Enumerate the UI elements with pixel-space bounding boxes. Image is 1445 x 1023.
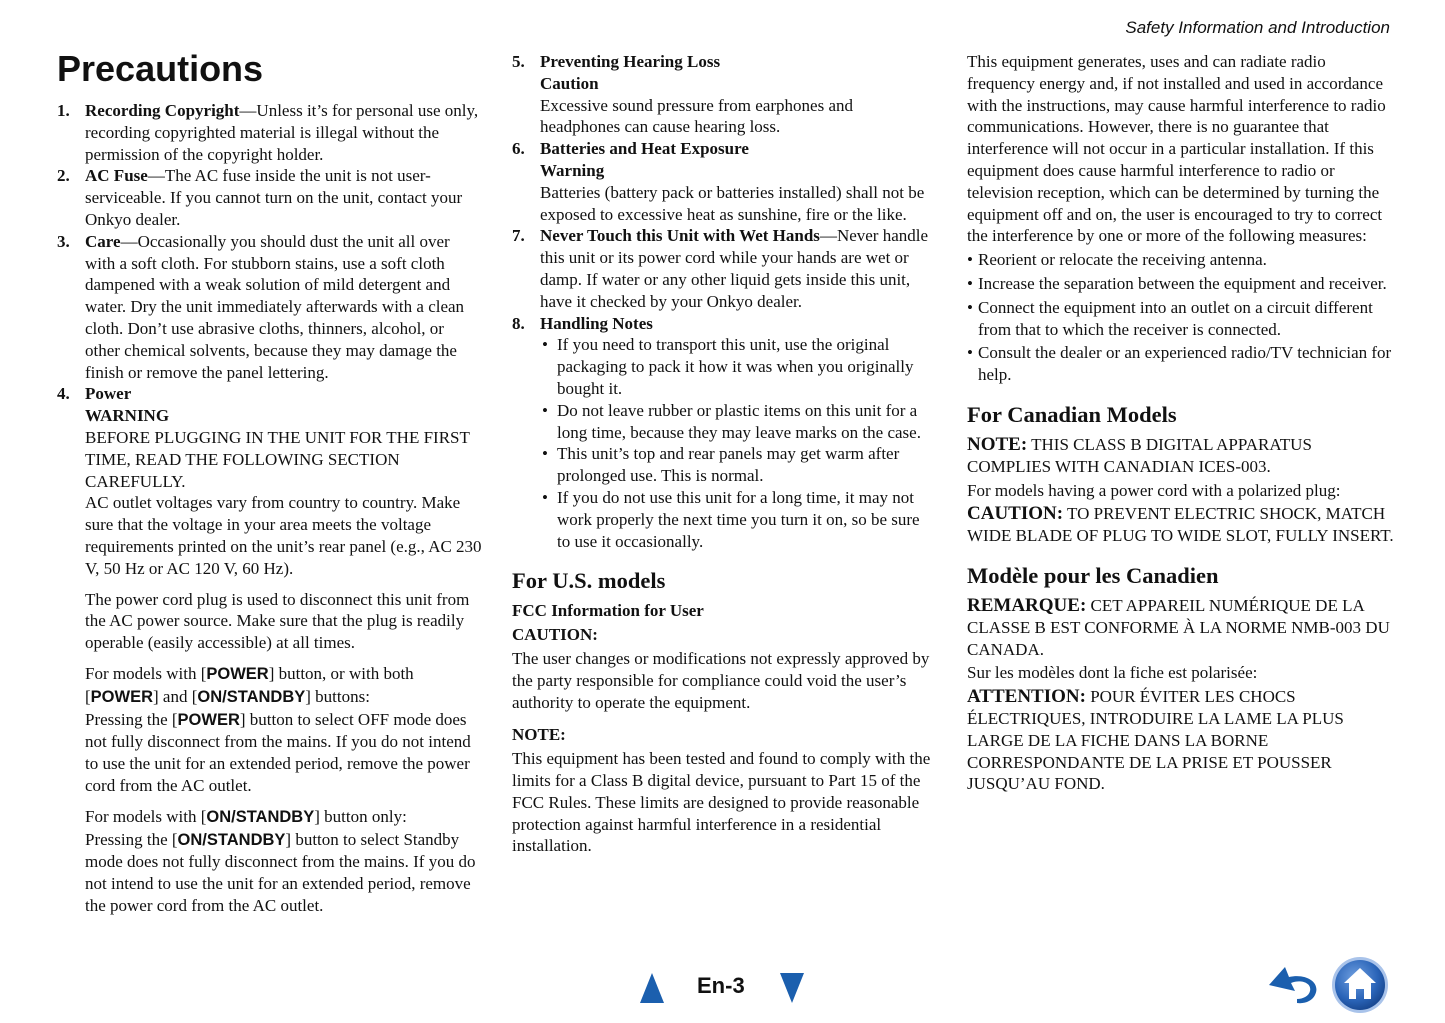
item-title: Handling Notes: [540, 313, 653, 333]
list-item: [540, 334, 937, 399]
item-number: 2.: [57, 166, 70, 186]
item-number: 5.: [512, 52, 525, 71]
item-title: Never Touch this Unit with Wet Hands: [540, 226, 820, 246]
item-number: 3.: [57, 231, 70, 251]
caution-label: CAUTION:: [512, 625, 598, 645]
item-number: 4.: [57, 384, 70, 404]
text: Pressing the [: [85, 829, 178, 849]
note-label: NOTE:: [967, 433, 1028, 455]
section-heading-us-models: For U.S. models: [512, 568, 666, 594]
bullet-text: If you do not use this unit for a long time, it may not work properly the next time you turn it on, so be sure to use it occasionally.: [557, 487, 920, 551]
text: For models with [: [85, 806, 207, 826]
bullet-text: This unit’s top and rear panels may get warm after prolonged use. This is normal.: [557, 444, 900, 486]
item-text: —Never handle this unit or its power cord while your hands are wet or damp. If water or any other liquid gets inside this unit, have it checked by your Onkyo dealer.: [540, 226, 929, 311]
item-title: Batteries and Heat Exposure: [540, 139, 749, 159]
column-1: [57, 48, 482, 917]
triangle-down-icon: [780, 973, 804, 1003]
section-heading-modele-canadien: Modèle pour les Canadien: [967, 562, 1219, 588]
item-title: Preventing Hearing Loss: [540, 52, 721, 71]
button-label-on-standby: ON/STANDBY: [206, 807, 315, 826]
button-label-power: POWER: [90, 687, 154, 706]
bullet-icon: •: [967, 343, 973, 363]
polarized-plug-text-fr: Sur les modèles dont la fiche est polarisée:: [967, 663, 1258, 683]
list-item-ac-fuse: [57, 165, 482, 230]
measures-list: [967, 249, 1397, 386]
caution-label: CAUTION:: [967, 503, 1064, 525]
bullet-icon: •: [967, 297, 973, 317]
fcc-intro-text: This equipment generates, uses and can radiate radio frequency energy and, if not installed and used in accordance with the instructions, may cause harmful interference to radio communications. However, there is no guarantee that interference will not occur in a particular installation. If this equipment does cause harmful interference to radio or television reception, which can be determined by turning the equipment off and on, the user is encouraged to try to correct the interference by one or more of the following measures:: [967, 52, 1386, 246]
button-label-on-standby: ON/STANDBY: [177, 830, 286, 849]
list-item: [967, 297, 1397, 341]
text: Pressing the [: [85, 709, 178, 729]
item-title: Recording Copyright: [85, 101, 240, 120]
list-item-care: [57, 231, 482, 384]
attention-label: ATTENTION:: [967, 686, 1086, 708]
list-item-recording-copyright: [57, 100, 482, 165]
item-text: —Unless it’s for personal use only, recording copyrighted material is illegal without the permission of the copyright holder.: [85, 101, 479, 164]
item-text: —Occasionally you should dust the unit all over with a soft cloth. For stubborn stains, use a soft cloth dampened with a weak solution of mild detergent and water. Dry the unit immediately afterwards with a clean cloth. Don’t use abrasive cloths, thinners, alcohol, or other chemical solvents, because they may damage the finish or remove the panel lettering.: [85, 231, 465, 382]
bullet-text: Connect the equipment into an outlet on a circuit different from that to which the receiver is connected.: [978, 297, 1373, 339]
handling-notes-list: [540, 334, 937, 552]
text: ] button, or with both [: [85, 663, 414, 706]
bullet-icon: •: [542, 444, 548, 464]
text: ] button to select Standby mode does not fully disconnect from the mains. If you do not intend to use the unit for an extended period, remove the power cord from the AC outlet.: [85, 829, 476, 915]
section-heading-canadian-models: For Canadian Models: [967, 401, 1177, 427]
footer-navigation: [0, 965, 1445, 1015]
back-button[interactable]: [1267, 965, 1321, 1013]
triangle-up-icon: [640, 973, 664, 1003]
item-text: Excessive sound pressure from earphones and headphones can cause hearing loss.: [540, 95, 853, 137]
page-number: En-3: [697, 973, 745, 998]
warning-text: BEFORE PLUGGING IN THE UNIT FOR THE FIRST TIME, READ THE FOLLOWING SECTION CAREFULLY.: [85, 427, 470, 491]
note-text: THIS CLASS B DIGITAL APPARATUS COMPLIES WITH CANADIAN ICES-003.: [967, 434, 1312, 476]
list-item-batteries: [512, 138, 937, 225]
list-item: [540, 443, 937, 487]
column-2: [512, 51, 937, 857]
standby-button-paragraph: [85, 806, 482, 917]
precautions-list: [57, 100, 482, 917]
button-label-power: POWER: [177, 710, 240, 729]
warning-label: Warning: [540, 160, 605, 180]
power-button-paragraph: [85, 663, 482, 797]
precautions-list-continued: [512, 51, 937, 552]
voltage-text: AC outlet voltages vary from country to country. Make sure that the voltage in your area meets the voltage requirements printed on the unit’s rear panel (e.g., AC 230 V, 50 Hz or AC 120 V, 60 Hz).: [85, 493, 482, 578]
list-item: [967, 342, 1397, 386]
bullet-icon: •: [967, 250, 973, 270]
bullet-text: Reorient or relocate the receiving antenna.: [978, 250, 1267, 270]
bullet-icon: •: [542, 487, 548, 507]
text: ] buttons:: [305, 686, 370, 706]
remarque-text: CET APPAREIL NUMÉRIQUE DE LA CLASSE B EST CONFORME À LA NORME NMB-003 DU CANADA.: [967, 595, 1390, 659]
item-text: —The AC fuse inside the unit is not user-serviceable. If you cannot turn on the unit, contact your Onkyo dealer.: [85, 166, 463, 229]
list-item: [540, 400, 937, 444]
list-item-hearing-loss: [512, 51, 937, 138]
item-number: 6.: [512, 139, 525, 159]
previous-page-button[interactable]: [640, 973, 664, 1009]
list-item-handling-notes: [512, 313, 937, 553]
fcc-title: FCC Information for User: [512, 601, 704, 621]
item-text: Batteries (battery pack or batteries installed) shall not be exposed to excessive heat as sunshine, fire or the like.: [540, 182, 925, 224]
item-title: Power: [85, 384, 132, 404]
caution-text: TO PREVENT ELECTRIC SHOCK, MATCH WIDE BLADE OF PLUG TO WIDE SLOT, FULLY INSERT.: [967, 504, 1394, 546]
text: ] button to select OFF mode does not fully disconnect from the mains. If you do not intend to use the unit for an extended period, remove the power cord from the AC outlet.: [85, 709, 471, 795]
canada-caution: [967, 503, 1397, 547]
button-label-power: POWER: [206, 664, 269, 683]
text: For models with [: [85, 663, 207, 683]
button-label-on-standby: ON/STANDBY: [197, 687, 306, 706]
item-title: AC Fuse: [85, 166, 148, 186]
home-icon: [1330, 955, 1390, 1015]
list-item: [540, 487, 937, 552]
next-page-button[interactable]: [780, 973, 804, 1009]
attention: [967, 686, 1397, 795]
list-item: [967, 273, 1397, 295]
attention-text: POUR ÉVITER LES CHOCS ÉLECTRIQUES, INTRODUIRE LA LAME LA PLUS LARGE DE LA FICHE DANS LA BORNE CORRESPONDANTE DE LA PRISE ET POUSSER JUSQU’AU FOND.: [967, 687, 1344, 794]
note-text: This equipment has been tested and found to comply with the limits for a Class B digital device, pursuant to Part 15 of the FCC Rules. These limits are designed to provide reasonable protection against harmful interference in a residential installation.: [512, 749, 931, 856]
column-3: [967, 51, 1397, 795]
item-number: 1.: [57, 101, 70, 120]
bullet-text: If you need to transport this unit, use the original packaging to pack it how it was when you originally bought it.: [557, 335, 914, 398]
polarized-plug-text: For models having a power cord with a polarized plug:: [967, 480, 1341, 500]
remarque: [967, 595, 1397, 660]
bullet-icon: •: [542, 335, 548, 355]
item-number: 7.: [512, 226, 525, 246]
bullet-icon: •: [967, 273, 973, 293]
warning-label: WARNING: [85, 406, 170, 426]
canada-note: [967, 434, 1397, 478]
item-number: 8.: [512, 313, 525, 333]
home-button[interactable]: [1330, 955, 1390, 1021]
note-label: NOTE:: [512, 725, 566, 745]
bullet-text: Consult the dealer or an experienced radio/TV technician for help.: [978, 343, 1392, 385]
remarque-label: REMARQUE:: [967, 594, 1087, 616]
back-arrow-icon: [1267, 965, 1321, 1007]
caution-label: Caution: [540, 73, 599, 93]
text: ] button only:: [314, 806, 407, 826]
list-item-power: [57, 383, 482, 916]
running-header: Safety Information and Introduction: [1125, 18, 1390, 37]
page-title: Precautions: [57, 48, 264, 89]
list-item: [967, 249, 1397, 271]
caution-text: The user changes or modifications not expressly approved by the party responsible for compliance could void the user’s authority to operate the equipment.: [512, 648, 930, 712]
bullet-icon: •: [542, 400, 548, 420]
plug-text: The power cord plug is used to disconnect this unit from the AC power source. Make sure that the plug is readily operable (easily accessible) at all times.: [85, 589, 470, 653]
text: ] and [: [153, 686, 198, 706]
list-item-wet-hands: [512, 225, 937, 312]
bullet-text: Do not leave rubber or plastic items on this unit for a long time, because they may leave marks on the case.: [557, 400, 921, 442]
item-title: Care: [85, 231, 121, 251]
bullet-text: Increase the separation between the equipment and receiver.: [978, 273, 1387, 293]
